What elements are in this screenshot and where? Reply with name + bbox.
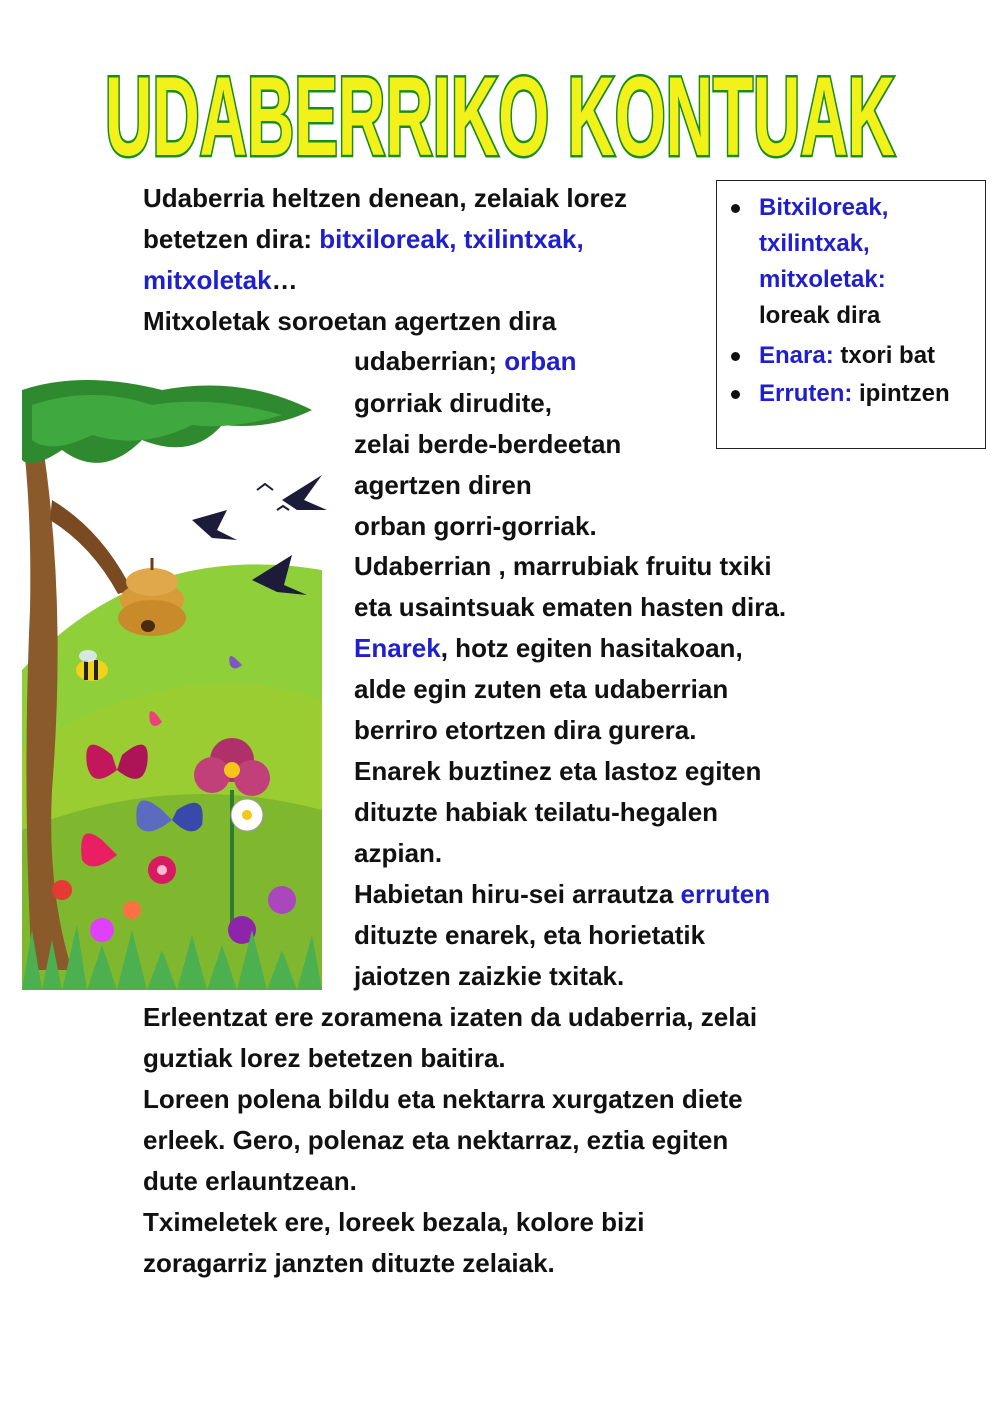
highlighted-word: erruten xyxy=(680,879,771,909)
glossary-box xyxy=(716,180,986,449)
glossary-term: Enara: xyxy=(759,342,834,369)
strawberries-line-1: Udaberrian , marrubiak fruitu txiki xyxy=(354,551,772,581)
butterflies-line-1: Tximeletek ere, loreek bezala, kolore bizi xyxy=(143,1207,645,1237)
glossary-term: Erruten: xyxy=(759,380,853,407)
page-title xyxy=(95,55,905,175)
bees-line-1: Erleentzat ere zoramena izaten da udaberria, zelai xyxy=(143,1002,758,1032)
nests-line-3: azpian. xyxy=(354,838,443,868)
pollen-line-1: Loreen polena bildu eta nektarra xurgatzen diete xyxy=(143,1084,743,1114)
poppies-line-6: orban gorri-gorriak. xyxy=(354,511,597,541)
highlighted-word: mitxoletak xyxy=(143,265,272,295)
intro-line-3: mitxoletak… xyxy=(143,265,298,295)
page-title-text: UDABERRIKO KONTUAK xyxy=(105,55,895,175)
swallows-line-1: Enarek, hotz egiten hasitakoan, xyxy=(354,633,743,663)
nests-line-1: Enarek buztinez eta lastoz egiten xyxy=(354,756,762,786)
eggs-line-1: Habietan hiru-sei arrautza erruten xyxy=(354,879,771,909)
glossary-definition: ipintzen xyxy=(852,380,950,407)
glossary-definition: loreak dira xyxy=(759,302,881,329)
highlighted-word: bitxiloreak, txilintxak, xyxy=(319,224,584,254)
pollen-line-3: dute erlauntzean. xyxy=(143,1166,357,1196)
poppies-line-5: agertzen diren xyxy=(354,470,532,500)
eggs-line-2: dituzte enarek, eta horietatik xyxy=(354,920,706,950)
nests-line-2: dituzte habiak teilatu-hegalen xyxy=(354,797,719,827)
highlighted-word: orban xyxy=(504,346,577,376)
intro-line-1: Udaberria heltzen denean, zelaiak lorez xyxy=(143,183,628,213)
bees-line-2: guztiak lorez betetzen baitira. xyxy=(143,1043,506,1073)
poppies-line-1: Mitxoletak soroetan agertzen dira xyxy=(143,306,557,336)
bullet-icon xyxy=(731,352,740,361)
spring-meadow-illustration xyxy=(22,370,342,990)
highlighted-word: Enarek xyxy=(354,633,441,663)
strawberries-line-2: eta usaintsuak ematen hasten dira. xyxy=(354,592,787,622)
butterflies-line-2: zoragarriz janzten dituzte zelaiak. xyxy=(143,1248,555,1278)
swallows-line-2: alde egin zuten eta udaberrian xyxy=(354,674,729,704)
glossary-item-erruten xyxy=(759,376,950,412)
bullet-icon xyxy=(731,204,740,213)
glossary-term: mitxoletak: xyxy=(759,266,886,293)
intro-line-2: betetzen dira: bitxiloreak, txilintxak, xyxy=(143,224,584,254)
pollen-line-2: erleek. Gero, polenaz eta nektarraz, eztia egiten xyxy=(143,1125,729,1155)
glossary-definition: txori bat xyxy=(833,342,936,369)
poppies-line-2: udaberrian; orban xyxy=(354,346,577,376)
bullet-icon xyxy=(731,390,740,399)
swallows-line-3: berriro etortzen dira gurera. xyxy=(354,715,697,745)
glossary-term: Bitxiloreak, xyxy=(759,194,889,221)
glossary-item-enara xyxy=(759,338,935,374)
glossary-term: txilintxak, xyxy=(759,230,870,257)
eggs-line-3: jaiotzen zaizkie txitak. xyxy=(354,961,625,991)
poppies-line-3: gorriak dirudite, xyxy=(354,388,552,418)
poppies-line-4: zelai berde-berdeetan xyxy=(354,429,622,459)
